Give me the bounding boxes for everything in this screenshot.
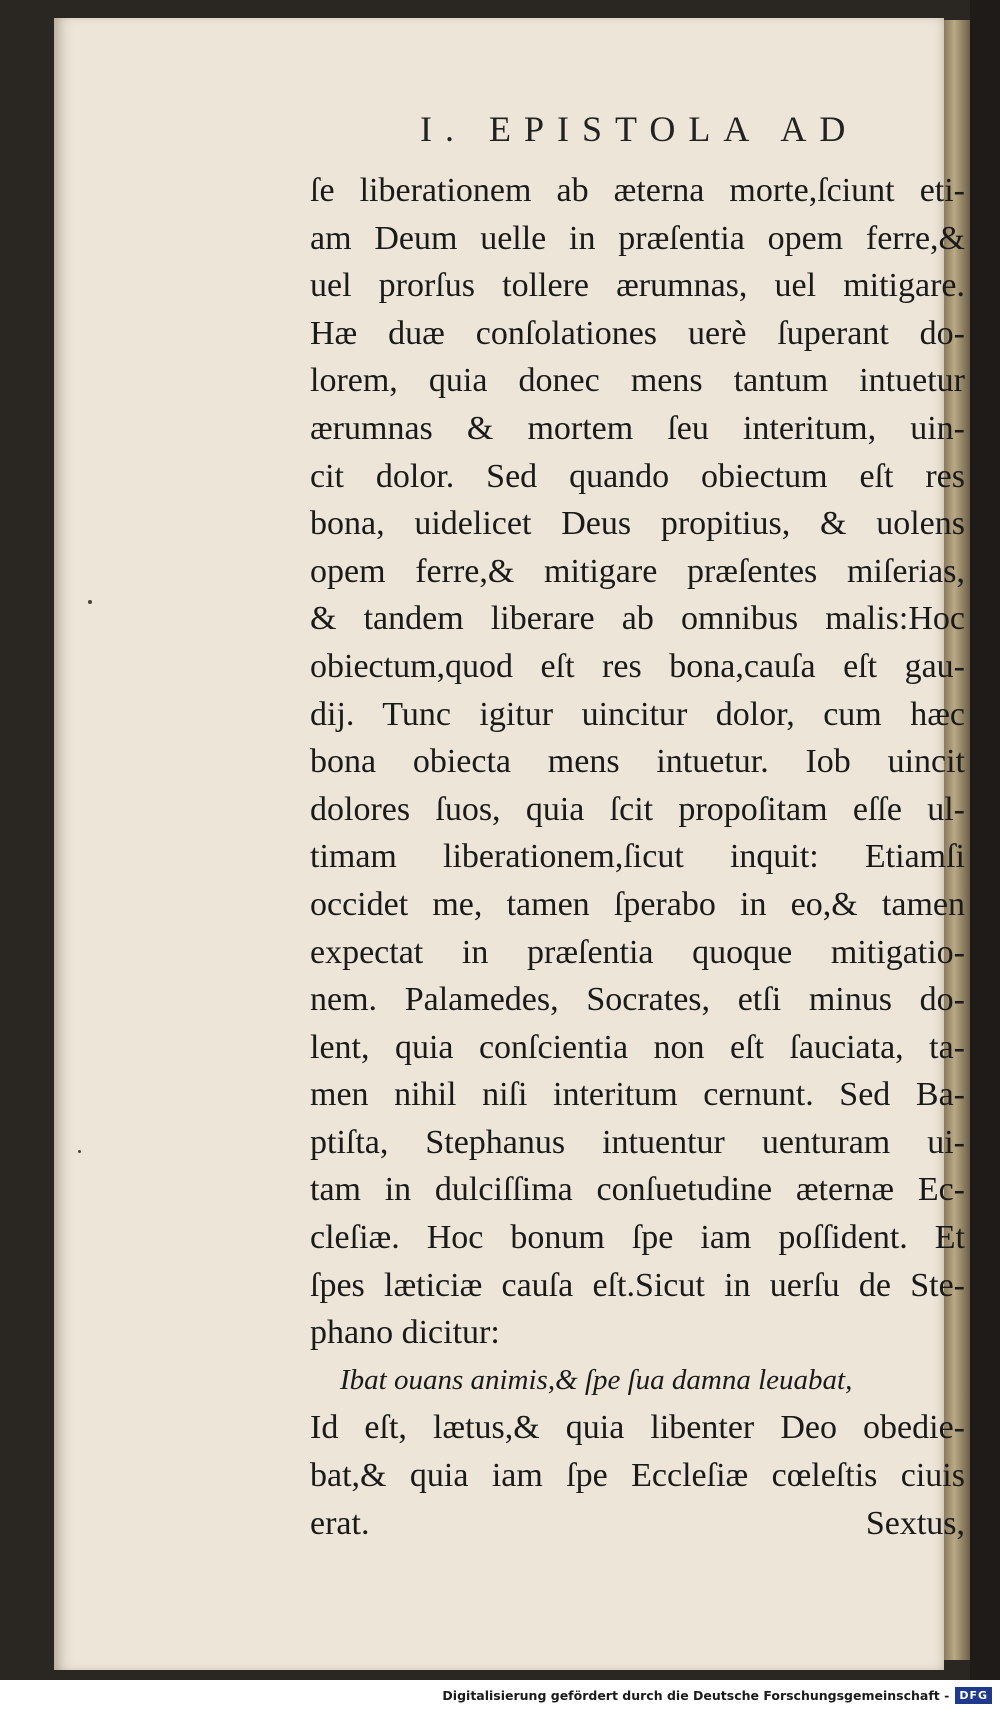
ink-speck bbox=[88, 600, 92, 604]
text-line: expectat in præſentia quoque mitigatio- bbox=[310, 933, 965, 971]
ink-speck bbox=[78, 1150, 81, 1153]
text-line: timam liberationem,ſicut inquit: Etiamſi bbox=[310, 838, 965, 876]
text-line: phano dicitur: bbox=[310, 1314, 500, 1352]
text-line: occidet me, tamen ſperabo in eo,& tamen bbox=[310, 885, 965, 923]
text-line: bona, uidelicet Deus propitius, & uolens bbox=[310, 505, 965, 543]
footer-bar bbox=[0, 1680, 1000, 1710]
verse-line: Ibat ouans animis,& ſpe ſua damna leuabat, bbox=[340, 1363, 853, 1396]
catchword: Sextus, bbox=[865, 1504, 965, 1542]
funding-notice: Digitalisierung gefördert durch die Deutsche Forschungsgemeinschaft - bbox=[442, 1687, 950, 1703]
text-line: ſpes læticiæ cauſa eſt.Sicut in uerſu de Ste- bbox=[310, 1266, 965, 1304]
text-line: men nihil niſi interitum cernunt. Sed Ba- bbox=[310, 1076, 965, 1114]
text-line: Id eſt, lætus,& quia libenter Deo obedie- bbox=[310, 1409, 965, 1447]
text-line: uel prorſus tollere ærumnas, uel mitigare. bbox=[310, 267, 965, 305]
text-line: nem. Palamedes, Socrates, etſi minus do- bbox=[310, 981, 965, 1019]
text-line: cleſiæ. Hoc bonum ſpe iam poſſident. Et bbox=[310, 1219, 965, 1257]
final-line bbox=[310, 1500, 965, 1548]
text-line: lent, quia conſcientia non eſt ſauciata, ta- bbox=[310, 1028, 965, 1066]
text-line: dolores ſuos, quia ſcit propoſitam eſſe ul- bbox=[310, 790, 965, 828]
dfg-logo: DFG bbox=[955, 1687, 992, 1704]
scan-border bbox=[970, 0, 1000, 1680]
text-line: tam in dulciſſima conſuetudine æternæ Ec- bbox=[310, 1171, 965, 1209]
text-line: Hæ duæ conſolationes uerè ſuperant do- bbox=[310, 314, 965, 352]
text-line: bat,& quia iam ſpe Eccleſiæ cœleſtis ciuis bbox=[310, 1457, 965, 1495]
text-line: am Deum uelle in præſentia opem ferre,& bbox=[310, 219, 965, 257]
text-line: dij. Tunc igitur uincitur dolor, cum hæc bbox=[310, 695, 965, 733]
text-line: ærumnas & mortem ſeu interitum, uin- bbox=[310, 409, 965, 447]
text-line: lorem, quia donec mens tantum intuetur bbox=[310, 362, 965, 400]
text-line: bona obiecta mens intuetur. Iob uincit bbox=[310, 743, 965, 781]
text-line: & tandem liberare ab omnibus malis:Hoc bbox=[310, 600, 965, 638]
text-line: ptiſta, Stephanus intuentur uenturam ui- bbox=[310, 1123, 965, 1161]
text-line: opem ferre,& mitigare præſentes miſerias, bbox=[310, 552, 965, 590]
final-word: erat. bbox=[310, 1504, 370, 1542]
text-line: obiectum,quod eſt res bona,cauſa eſt gau- bbox=[310, 647, 965, 685]
text-line: cit dolor. Sed quando obiectum eſt res bbox=[310, 457, 965, 495]
text-line: ſe liberationem ab æterna morte,ſciunt eti- bbox=[310, 172, 965, 209]
running-header: I. EPISTOLA AD bbox=[420, 109, 859, 149]
body-text bbox=[310, 167, 965, 1547]
